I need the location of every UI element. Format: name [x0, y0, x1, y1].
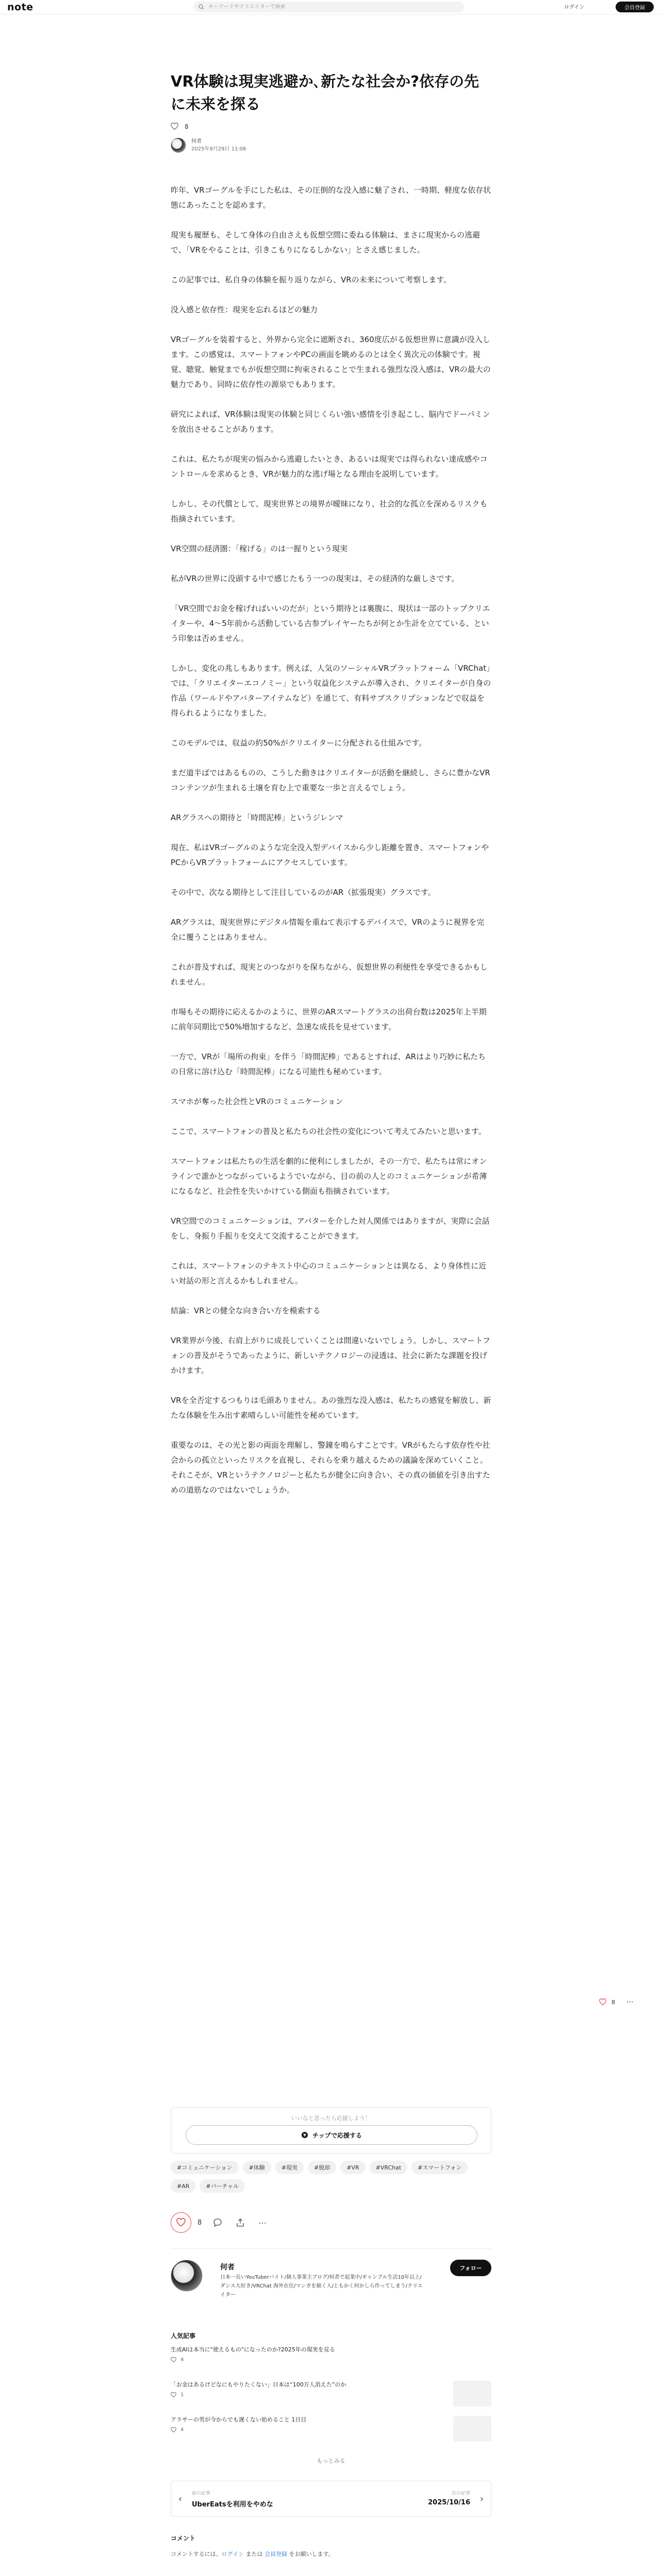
heart-icon: [599, 1998, 606, 2006]
list-item[interactable]: [171, 2346, 491, 2363]
more-icon[interactable]: ⋯: [258, 2217, 267, 2228]
article-paragraph: スマホが奪った社会性とVRのコミュニケーション: [171, 1097, 343, 1106]
tag-chip[interactable]: #AR: [171, 2179, 195, 2193]
share-icon[interactable]: [236, 2218, 245, 2227]
list-item[interactable]: [171, 2416, 491, 2433]
article-paragraph: これは、私たちが現実の悩みから逃避したいとき、あるいは現実では得られない達成感やコントロールを求めるとき、VRが魅力的な逃げ場となる理由を説明しています。: [171, 454, 488, 479]
search-bar[interactable]: [193, 2, 464, 12]
popular-likes: 1: [180, 2392, 184, 2398]
article-paragraph: スマートフォンは私たちの生活を劇的に便利にしましたが、その一方で、私たちは常にオンラインで誰かとつながっているようでいながら、目の前の人とのコミュニケーションが希薄になるなど、社会性を失いかけている側面も指摘されています。: [171, 1157, 487, 1196]
tip-button-label: チップで応援する: [312, 2131, 362, 2139]
author-row[interactable]: [171, 138, 491, 153]
heart-icon: [171, 2427, 176, 2433]
comments-heading: コメント: [171, 2535, 196, 2542]
search-input[interactable]: [208, 4, 451, 10]
article-paragraph: 現実も履歴も、そして身体の自由さえも仮想空間に委ねる体験は、まさに現実からの逃避で、「VRをやることは、引きこもりになるしかない」とさえ感じました。: [171, 230, 481, 255]
heart-icon: [171, 2357, 176, 2363]
article-paragraph: VRを全否定するつもりは毛頭ありません。あの強烈な没入感は、私たちの感覚を解放し、新たな体験を生み出す素晴らしい可能性を秘めています。: [171, 1396, 491, 1420]
author-bio: 日本一長いYouTuberバイト/個人事業主ブログ/何者で起業中/ギャンブル生活10年以上/ダンス大好き/VRChat 海外在住/マンガを描く人/ともかく何かしら作ってしまう/クリエイター: [220, 2275, 423, 2298]
article-paragraph: VR空間でのコミュニケーションは、アバターを介した対人関係ではありますが、実際に会話をし、身振り手振りを交えて交流することができます。: [171, 1216, 490, 1241]
article-paragraph: これは、スマートフォンのテキスト中心のコミュニケーションとは異なる、より身体性に近い対話の形と言えるかもしれません。: [171, 1261, 487, 1285]
article-paragraph: 研究によれば、VR体験は現実の体験と同じくらい強い感情を引き起こし、脳内でドーパミンを放出させることがあります。: [171, 410, 490, 434]
svg-text:¥: ¥: [303, 2133, 306, 2138]
article-paragraph: このモデルでは、収益の約50%がクリエイターに分配される仕組みです。: [171, 738, 427, 748]
article-paragraph: ここで、スマートフォンの普及と私たちの社会性の変化について考えてみたいと思います。: [171, 1127, 486, 1136]
heart-icon: [171, 123, 178, 130]
tag-chip[interactable]: #VRChat: [370, 2161, 408, 2174]
popular-title: 「お金はあるけどなにもやりたくない」日本は“100万人消えた”のか: [171, 2381, 346, 2388]
more-icon[interactable]: ⋯: [626, 1998, 634, 2006]
article-paragraph: 一方で、VRが「場所の拘束」を伴う「時間泥棒」であるとすれば、ARはより巧妙に私たちの日常に溶け込む「時間泥棒」になる可能性も秘めています。: [171, 1052, 486, 1076]
signup-button[interactable]: 会員登録: [616, 2, 654, 12]
article-paragraph: VRゴーグルを装着すると、外界から完全に遮断され、360度広がる仮想世界に意識が没入します。この感覚は、スマートフォンやPCの画面を眺めるのとは全く異次元の体験です。視覚、聴覚、触覚までもが仮想空間に拘束されることで生まれる強烈な没入感は、VRの最大の魅力であり、同時に依存性の源泉でもあります。: [171, 335, 491, 389]
article-paragraph: これが普及すれば、現実とのつながりを保ちながら、仮想世界の利便性を享受できるかもしれません。: [171, 962, 488, 987]
article-paragraph: VR業界が今後、右肩上がりに成長していくことは間違いないでしょう。しかし、スマートフォンの普及がそうであったように、新しいテクノロジーの浸透は、社会に新たな課題を投げかけます。: [171, 1336, 490, 1375]
like-button[interactable]: [171, 2212, 191, 2233]
article-paragraph: 昨年、VRゴーグルを手にした私は、その圧倒的な没入感に魅了され、一時期、軽度な依存状態にあったことを認めます。: [171, 185, 491, 210]
author-avatar[interactable]: [171, 2260, 203, 2292]
article-body: [171, 183, 491, 1498]
article-paragraph: ARグラスへの期待と「時間泥棒」というジレンマ: [171, 813, 343, 822]
login-link[interactable]: ログイン: [221, 2551, 244, 2557]
publish-date: 2025年9月29日 11:06: [191, 146, 246, 152]
article-paragraph: ARグラスは、現実世界にデジタル情報を重ねて表示するデバイスで、VRのように視界を完全に覆うことはありません。: [171, 918, 485, 942]
tag-chip[interactable]: #VR: [340, 2161, 365, 2174]
coin-icon: [301, 2131, 308, 2139]
popular-thumbnail: [453, 2381, 491, 2406]
tag-chip[interactable]: #脱却: [308, 2161, 336, 2174]
article-paragraph: しかし、その代償として、現実世界との境界が曖昧になり、社会的な孤立を深めるリスクも指摘されています。: [171, 499, 488, 523]
author-avatar[interactable]: [171, 138, 186, 153]
next-title: 2025/10/16: [428, 2499, 470, 2506]
chevron-right-icon[interactable]: ›: [479, 2494, 484, 2504]
article-paragraph: VR空間の経済圏：「稼げる」のは一握りという現実: [171, 544, 348, 553]
tag-chip[interactable]: #体験: [243, 2161, 271, 2174]
search-icon: [198, 4, 204, 10]
popular-likes: 4: [180, 2427, 184, 2433]
follow-button[interactable]: フォロー: [450, 2260, 491, 2276]
comment-icon[interactable]: [213, 2218, 222, 2227]
article-paragraph: 重要なのは、その光と影の両面を理解し、警鐘を鳴らすことです。VRがもたらす依存性や社会からの孤立といったリスクを直視し、それらを乗り越えるための議論を深めていくこと。それこそが、VRというテクノロジーと私たちが健全に向き合い、その真の価値を引き出すための道筋なのではないでしょうか。: [171, 1440, 490, 1495]
prev-caption: 前の記事: [192, 2491, 211, 2496]
prev-title: UberEatsを利用をやめな: [192, 2501, 273, 2509]
popular-title: アラサーの男が今からでも遅くない始めること 1日目: [171, 2416, 307, 2423]
article: [171, 70, 491, 1513]
more-link[interactable]: もっとみる: [317, 2458, 345, 2464]
popular-title: 生成AIは本当に"使えるもの"になったのか?2025年の現実を見る: [171, 2346, 335, 2353]
like-summary[interactable]: [171, 123, 491, 130]
article-paragraph: 結論：VRとの健全な向き合い方を模索する: [171, 1306, 321, 1315]
article-paragraph: この記事では、私自身の体験を振り返りながら、VRの未来について考察します。: [171, 275, 452, 284]
chevron-left-icon[interactable]: ‹: [178, 2494, 183, 2504]
article-paragraph: しかし、変化の兆しもあります。例えば、人気のソーシャルVRプラットフォーム「VRChat」では、「クリエイターエコノミー」という収益化システムが導入され、クリエイターが自身の作品（ワールドやアバターアイテムなど）を通じて、有料サブスクリプションなどで収益を得られるようになりました。: [171, 664, 491, 718]
like-count: 8: [185, 123, 189, 130]
list-item[interactable]: [171, 2381, 491, 2398]
tip-button[interactable]: [186, 2125, 477, 2145]
article-paragraph: 「VR空間でお金を稼げればいいのだが」という期待とは裏腹に、現状は一部のトップクリエイターや、4〜5年前から活動している古参プレイヤーたちが何とか生計を立てている、という印象は否めません。: [171, 604, 490, 643]
prev-article[interactable]: [192, 2489, 273, 2509]
side-like-count: 8: [611, 1998, 615, 2006]
support-text: いいなと思ったら応援しよう！: [291, 2115, 371, 2122]
tag-list: [171, 2161, 491, 2193]
article-paragraph: 市場もその期待に応えるかのように、世界のARスマートグラスの出荷台数は2025年上半期に前年同期比で50%増加するなど、急速な成長を見せています。: [171, 1007, 487, 1031]
article-paragraph: 没入感と依存性：現実を忘れるほどの魅力: [171, 305, 318, 314]
heart-icon: [176, 2218, 186, 2227]
article-paragraph: 現在、私はVRゴーグルのような完全没入型デバイスから少し距離を置き、スマートフォンやPCからVRプラットフォームにアクセスしています。: [171, 843, 489, 867]
note-logo[interactable]: note: [7, 2, 34, 13]
action-row: [171, 2212, 280, 2233]
comments-note: コメントするには、ログイン または 会員登録 をお願いします。: [171, 2551, 334, 2557]
side-like[interactable]: [599, 1998, 634, 2006]
heart-icon: [171, 2392, 176, 2398]
article-paragraph: 私がVRの世界に没頭する中で感じたもう一つの現実は、その経済的な厳しさです。: [171, 574, 459, 583]
tag-chip[interactable]: #スマートフォン: [411, 2161, 468, 2174]
next-article[interactable]: [428, 2489, 470, 2506]
divider: [171, 2248, 491, 2249]
article-paragraph: その中で、次なる期待として注目しているのがAR（拡張現実）グラスです。: [171, 888, 436, 897]
author-name[interactable]: 何者: [191, 139, 202, 144]
article-paragraph: まだ道半ばではあるものの、こうした動きはクリエイターが活動を継続し、さらに豊かなVRコンテンツが生まれる土壌を育む上で重要な一歩と言えるでしょう。: [171, 768, 490, 792]
popular-articles: [171, 2331, 491, 2464]
popular-likes: 4: [180, 2357, 184, 2363]
comments-section: [171, 2534, 491, 2558]
popular-heading: 人気記事: [171, 2332, 196, 2340]
tag-chip[interactable]: #バーチャル: [200, 2179, 245, 2193]
prev-next-nav: [171, 2481, 491, 2517]
like-count: 8: [197, 2218, 202, 2227]
tag-chip[interactable]: #現実: [275, 2161, 304, 2174]
author-name[interactable]: 何者: [220, 2263, 235, 2272]
login-button[interactable]: ログイン: [564, 5, 585, 10]
article-title: VR体験は現実逃避か､新たな社会か?依存の先に未来を探る: [171, 73, 479, 113]
support-box: [171, 2107, 491, 2154]
signup-link[interactable]: 会員登録: [264, 2551, 288, 2557]
popular-thumbnail: [453, 2416, 491, 2442]
site-header: [0, 0, 662, 14]
tag-chip[interactable]: #コミュニケーション: [171, 2161, 239, 2174]
next-caption: 次の記事: [451, 2491, 470, 2496]
